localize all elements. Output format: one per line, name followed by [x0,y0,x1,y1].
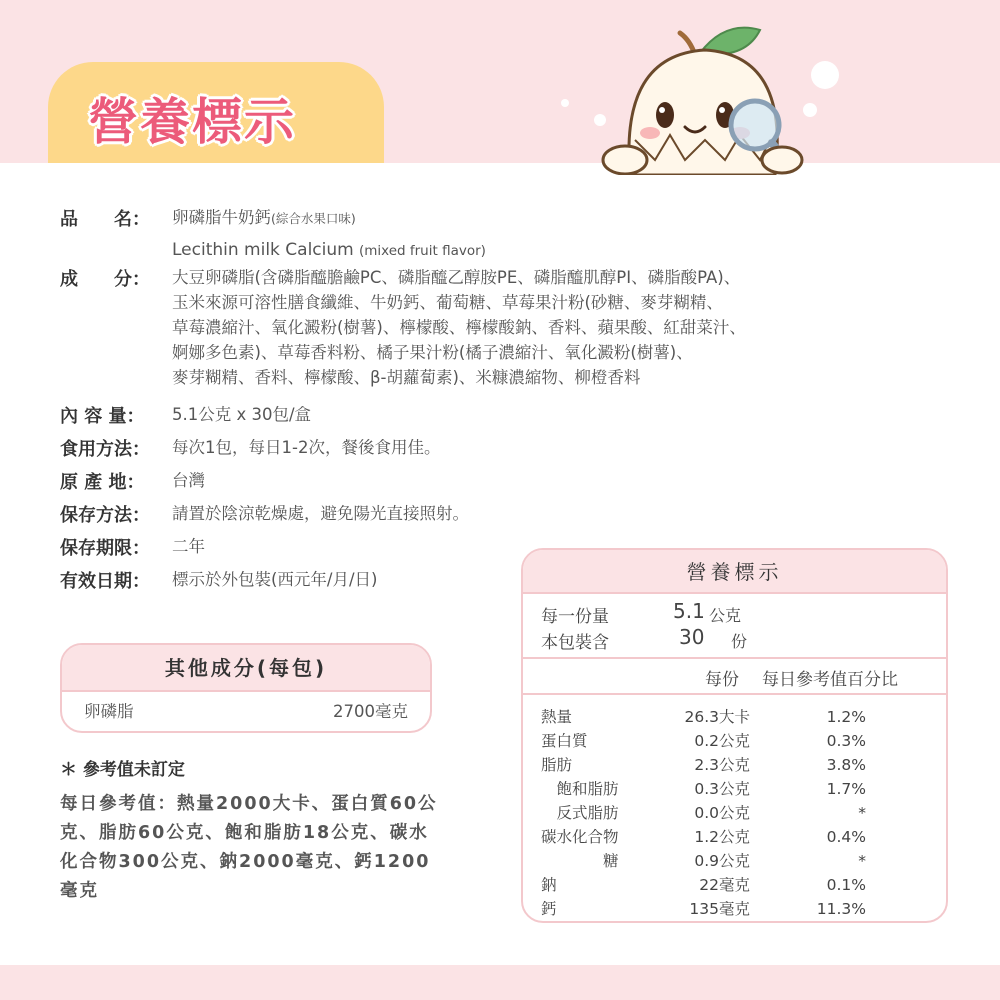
column-daily-percent: 每日參考值百分比 [762,670,898,690]
nutrient-name: 熱量 [541,708,573,726]
ingredients-line: 玉米來源可溶性膳食纖維、牛奶鈣、葡萄糖、草莓果汁粉(砂糖、麥芽糊精、 [172,293,723,312]
nutrient-per: 22毫克 [699,876,750,894]
nutrient-per: 1.2公克 [694,828,750,846]
nutrient-name: 碳水化合物 [541,828,619,846]
field-label: 原 產 地： [60,472,145,493]
column-header [523,659,946,695]
field-label: 保存方法： [60,505,150,526]
field-label: 有效日期： [60,571,150,592]
page-title: 營養標示 [88,93,296,151]
nutrient-per: 26.3大卡 [684,708,750,726]
product-name-en: Lecithin milk Calcium [172,240,354,260]
nutrient-pct: * [858,804,866,822]
field-row [60,567,378,593]
field-value: 台灣 [172,471,205,490]
other-ingredients-box [60,643,432,733]
nutrient-row [523,777,946,802]
nutrient-per: 0.0公克 [694,804,750,822]
other-item-value: 2700毫克 [333,702,408,721]
nutrient-name: 鈣 [541,900,557,918]
ingredients-label: 成 分： [60,269,150,290]
nutrition-title: 營養標示 [523,550,946,594]
ingredients-row [60,265,746,390]
nutrient-per: 0.3公克 [694,780,750,798]
field-value: 二年 [172,537,205,556]
nutrient-pct: 1.7% [826,780,866,798]
product-name-flavor: (綜合水果口味) [271,211,356,226]
nutrient-pct: 3.8% [826,756,866,774]
field-value: 請置於陰涼乾燥處，避免陽光直接照射。 [172,504,469,523]
nutrient-row [523,801,946,826]
nutrient-name: 蛋白質 [541,732,588,750]
other-ingredients-row [62,692,430,732]
nutrient-name: 反式脂肪 [541,804,619,822]
other-ingredients-title: 其他成分(每包) [62,645,430,692]
field-row [60,534,205,560]
ingredients-line: 麥芽糊精、香料、檸檬酸、β-胡蘿蔔素)、米糠濃縮物、柳橙香料 [172,368,641,387]
nutrient-pct: 11.3% [816,900,866,918]
ingredients-line: 婀娜多色素)、草莓香料粉、橘子果汁粉(橘子濃縮汁、氧化澱粉(樹薯)、 [172,343,693,362]
field-row [60,501,469,527]
serving-section [523,594,946,659]
field-value: 每次1包，每日1-2次，餐後食用佳。 [172,438,441,457]
field-row [60,402,311,428]
field-row [60,468,205,494]
field-label: 食用方法： [60,439,150,460]
nutrient-name: 脂肪 [541,756,573,774]
peach-mascot-icon [560,15,850,175]
reference-text: 每日參考值：熱量2000大卡、蛋白質60公克、脂肪60公克、飽和脂肪18公克、碳水化合物300公克、鈉2000毫克、鈣1200毫克 [60,794,438,901]
nutrient-row [523,729,946,754]
serving-value: 5.1 [673,599,705,623]
nutrient-per: 0.2公克 [694,732,750,750]
product-name-value [172,205,486,264]
pack-unit: 份 [731,632,748,651]
nutrient-row [523,897,946,922]
nutrient-row [523,873,946,898]
nutrient-pct: 0.3% [826,732,866,750]
nutrient-per: 2.3公克 [694,756,750,774]
nutrient-per: 135毫克 [689,900,750,918]
nutrient-per: 0.9公克 [694,852,750,870]
product-name-zh: 卵磷脂牛奶鈣 [172,208,271,227]
nutrient-row [523,753,946,778]
field-label: 內 容 量： [60,406,145,427]
ingredients-line: 大豆卵磷脂(含磷脂醯膽鹼PC、磷脂醯乙醇胺PE、磷脂醯肌醇PI、磷脂酸PA)、 [172,268,741,287]
ingredients-value [172,265,746,390]
nutrition-table [521,548,948,923]
field-value: 5.1公克 x 30包/盒 [172,405,312,424]
serving-label: 每一份量 [541,607,609,627]
nutrient-name: 鈉 [541,876,557,894]
nutrient-row [523,849,946,874]
nutrient-pct: * [858,852,866,870]
serving-unit: 公克 [709,606,742,625]
product-name-row [60,205,486,264]
product-name-en-flavor: (mixed fruit flavor) [358,243,486,259]
nutrient-pct: 0.1% [826,876,866,894]
field-label: 保存期限： [60,538,150,559]
pack-value: 30 [679,625,705,649]
nutrient-name: 飽和脂肪 [541,780,619,798]
nutrient-row [523,705,946,730]
footer-band [0,965,1000,1000]
nutrient-row [523,825,946,850]
pack-label: 本包裝含 [541,633,609,653]
reference-title: ＊ 參考值未訂定 [60,760,185,780]
other-item-name: 卵磷脂 [84,702,134,721]
nutrient-pct: 0.4% [826,828,866,846]
product-name-label: 品 名： [60,209,150,230]
nutrient-name: 糖 [541,852,619,870]
nutrient-pct: 1.2% [826,708,866,726]
column-per-serving: 每份 [705,670,739,690]
ingredients-line: 草莓濃縮汁、氧化澱粉(樹薯)、檸檬酸、檸檬酸鈉、香料、蘋果酸、紅甜菜汁、 [172,318,746,337]
field-row [60,435,440,461]
field-value: 標示於外包裝(西元年/月/日) [172,570,378,589]
